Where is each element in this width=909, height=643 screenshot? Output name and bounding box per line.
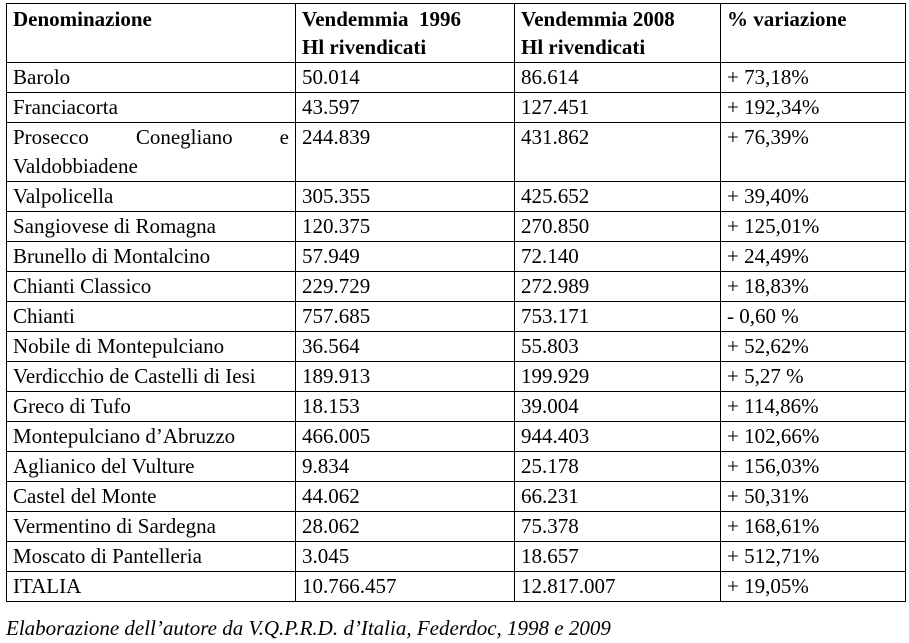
cell-variazione: + 5,27 % [721, 362, 906, 392]
header-vendemmia-1996 [296, 4, 515, 63]
cell-variazione: + 73,18% [721, 63, 906, 93]
header-line: Denominazione [13, 7, 152, 31]
cell-hl-1996: 10.766.457 [296, 572, 515, 602]
cell-hl-2008: 12.817.007 [515, 572, 721, 602]
cell-hl-1996: 229.729 [296, 272, 515, 302]
table-row [7, 542, 906, 572]
cell-hl-2008: 86.614 [515, 63, 721, 93]
table-body [7, 63, 906, 602]
cell-hl-2008: 66.231 [515, 482, 721, 512]
table-row [7, 212, 906, 242]
cell-hl-1996: 120.375 [296, 212, 515, 242]
cell-denominazione: Brunello di Montalcino [7, 242, 296, 272]
header-denominazione [7, 4, 296, 63]
header-line: Vendemmia 2008 [521, 7, 675, 31]
header-subline: Hl rivendicati [302, 35, 427, 59]
wine-production-table [6, 3, 906, 602]
cell-denominazione: Castel del Monte [7, 482, 296, 512]
cell-hl-2008: 39.004 [515, 392, 721, 422]
cell-denominazione: Chianti [7, 302, 296, 332]
table-row [7, 422, 906, 452]
cell-variazione: + 156,03% [721, 452, 906, 482]
cell-variazione: + 192,34% [721, 93, 906, 123]
table-row [7, 482, 906, 512]
cell-denominazione: Valpolicella [7, 182, 296, 212]
cell-hl-1996: 189.913 [296, 362, 515, 392]
header-subline: Hl rivendicati [521, 35, 646, 59]
cell-hl-1996: 36.564 [296, 332, 515, 362]
table-row [7, 93, 906, 123]
cell-denominazione: Barolo [7, 63, 296, 93]
cell-variazione: + 19,05% [721, 572, 906, 602]
cell-hl-1996: 44.062 [296, 482, 515, 512]
cell-hl-1996: 43.597 [296, 93, 515, 123]
cell-variazione: + 39,40% [721, 182, 906, 212]
cell-hl-2008: 127.451 [515, 93, 721, 123]
table-row [7, 272, 906, 302]
table-row [7, 242, 906, 272]
table-row [7, 452, 906, 482]
table-header [7, 4, 906, 63]
table-row-total [7, 572, 906, 602]
cell-hl-2008: 272.989 [515, 272, 721, 302]
cell-hl-1996: 244.839 [296, 123, 515, 182]
cell-hl-2008: 72.140 [515, 242, 721, 272]
header-vendemmia-2008 [515, 4, 721, 63]
cell-denominazione: Greco di Tufo [7, 392, 296, 422]
cell-hl-1996: 3.045 [296, 542, 515, 572]
cell-denominazione: Sangiovese di Romagna [7, 212, 296, 242]
cell-denominazione: Nobile di Montepulciano [7, 332, 296, 362]
cell-variazione: + 168,61% [721, 512, 906, 542]
cell-hl-1996: 57.949 [296, 242, 515, 272]
cell-hl-1996: 305.355 [296, 182, 515, 212]
cell-denominazione: Montepulciano d’Abruzzo [7, 422, 296, 452]
table-row [7, 512, 906, 542]
cell-hl-1996: 757.685 [296, 302, 515, 332]
cell-variazione: + 18,83% [721, 272, 906, 302]
source-caption: Elaborazione dell’autore da V.Q.P.R.D. d’Italia, Federdoc, 1998 e 2009 [6, 616, 611, 640]
cell-variazione: + 114,86% [721, 392, 906, 422]
cell-hl-2008: 270.850 [515, 212, 721, 242]
header-row [7, 4, 906, 63]
cell-hl-2008: 753.171 [515, 302, 721, 332]
cell-variazione: + 125,01% [721, 212, 906, 242]
header-variazione [721, 4, 906, 63]
cell-hl-2008: 199.929 [515, 362, 721, 392]
cell-hl-2008: 431.862 [515, 123, 721, 182]
cell-variazione: - 0,60 % [721, 302, 906, 332]
cell-hl-1996: 466.005 [296, 422, 515, 452]
cell-hl-2008: 25.178 [515, 452, 721, 482]
cell-hl-1996: 50.014 [296, 63, 515, 93]
cell-hl-2008: 75.378 [515, 512, 721, 542]
cell-denominazione: Moscato di Pantelleria [7, 542, 296, 572]
cell-variazione: + 50,31% [721, 482, 906, 512]
table-row [7, 182, 906, 212]
table-row [7, 392, 906, 422]
header-line: % variazione [727, 7, 847, 31]
cell-denominazione: ITALIA [7, 572, 296, 602]
cell-hl-1996: 9.834 [296, 452, 515, 482]
cell-hl-2008: 425.652 [515, 182, 721, 212]
table-row [7, 123, 906, 182]
cell-variazione: + 24,49% [721, 242, 906, 272]
cell-hl-2008: 944.403 [515, 422, 721, 452]
cell-denominazione: Vermentino di Sardegna [7, 512, 296, 542]
cell-hl-1996: 28.062 [296, 512, 515, 542]
header-line: Vendemmia 1996 [302, 7, 462, 31]
cell-variazione: + 102,66% [721, 422, 906, 452]
cell-hl-2008: 55.803 [515, 332, 721, 362]
table-row [7, 302, 906, 332]
cell-denominazione: Verdicchio de Castelli di Iesi [7, 362, 296, 392]
table-row [7, 63, 906, 93]
cell-hl-2008: 18.657 [515, 542, 721, 572]
table-row [7, 362, 906, 392]
cell-variazione: + 52,62% [721, 332, 906, 362]
cell-hl-1996: 18.153 [296, 392, 515, 422]
cell-variazione: + 512,71% [721, 542, 906, 572]
cell-denominazione: Aglianico del Vulture [7, 452, 296, 482]
cell-variazione: + 76,39% [721, 123, 906, 182]
cell-denominazione: Prosecco Conegliano e Valdobbiadene [7, 123, 296, 182]
cell-denominazione: Franciacorta [7, 93, 296, 123]
cell-denominazione: Chianti Classico [7, 272, 296, 302]
table-row [7, 332, 906, 362]
